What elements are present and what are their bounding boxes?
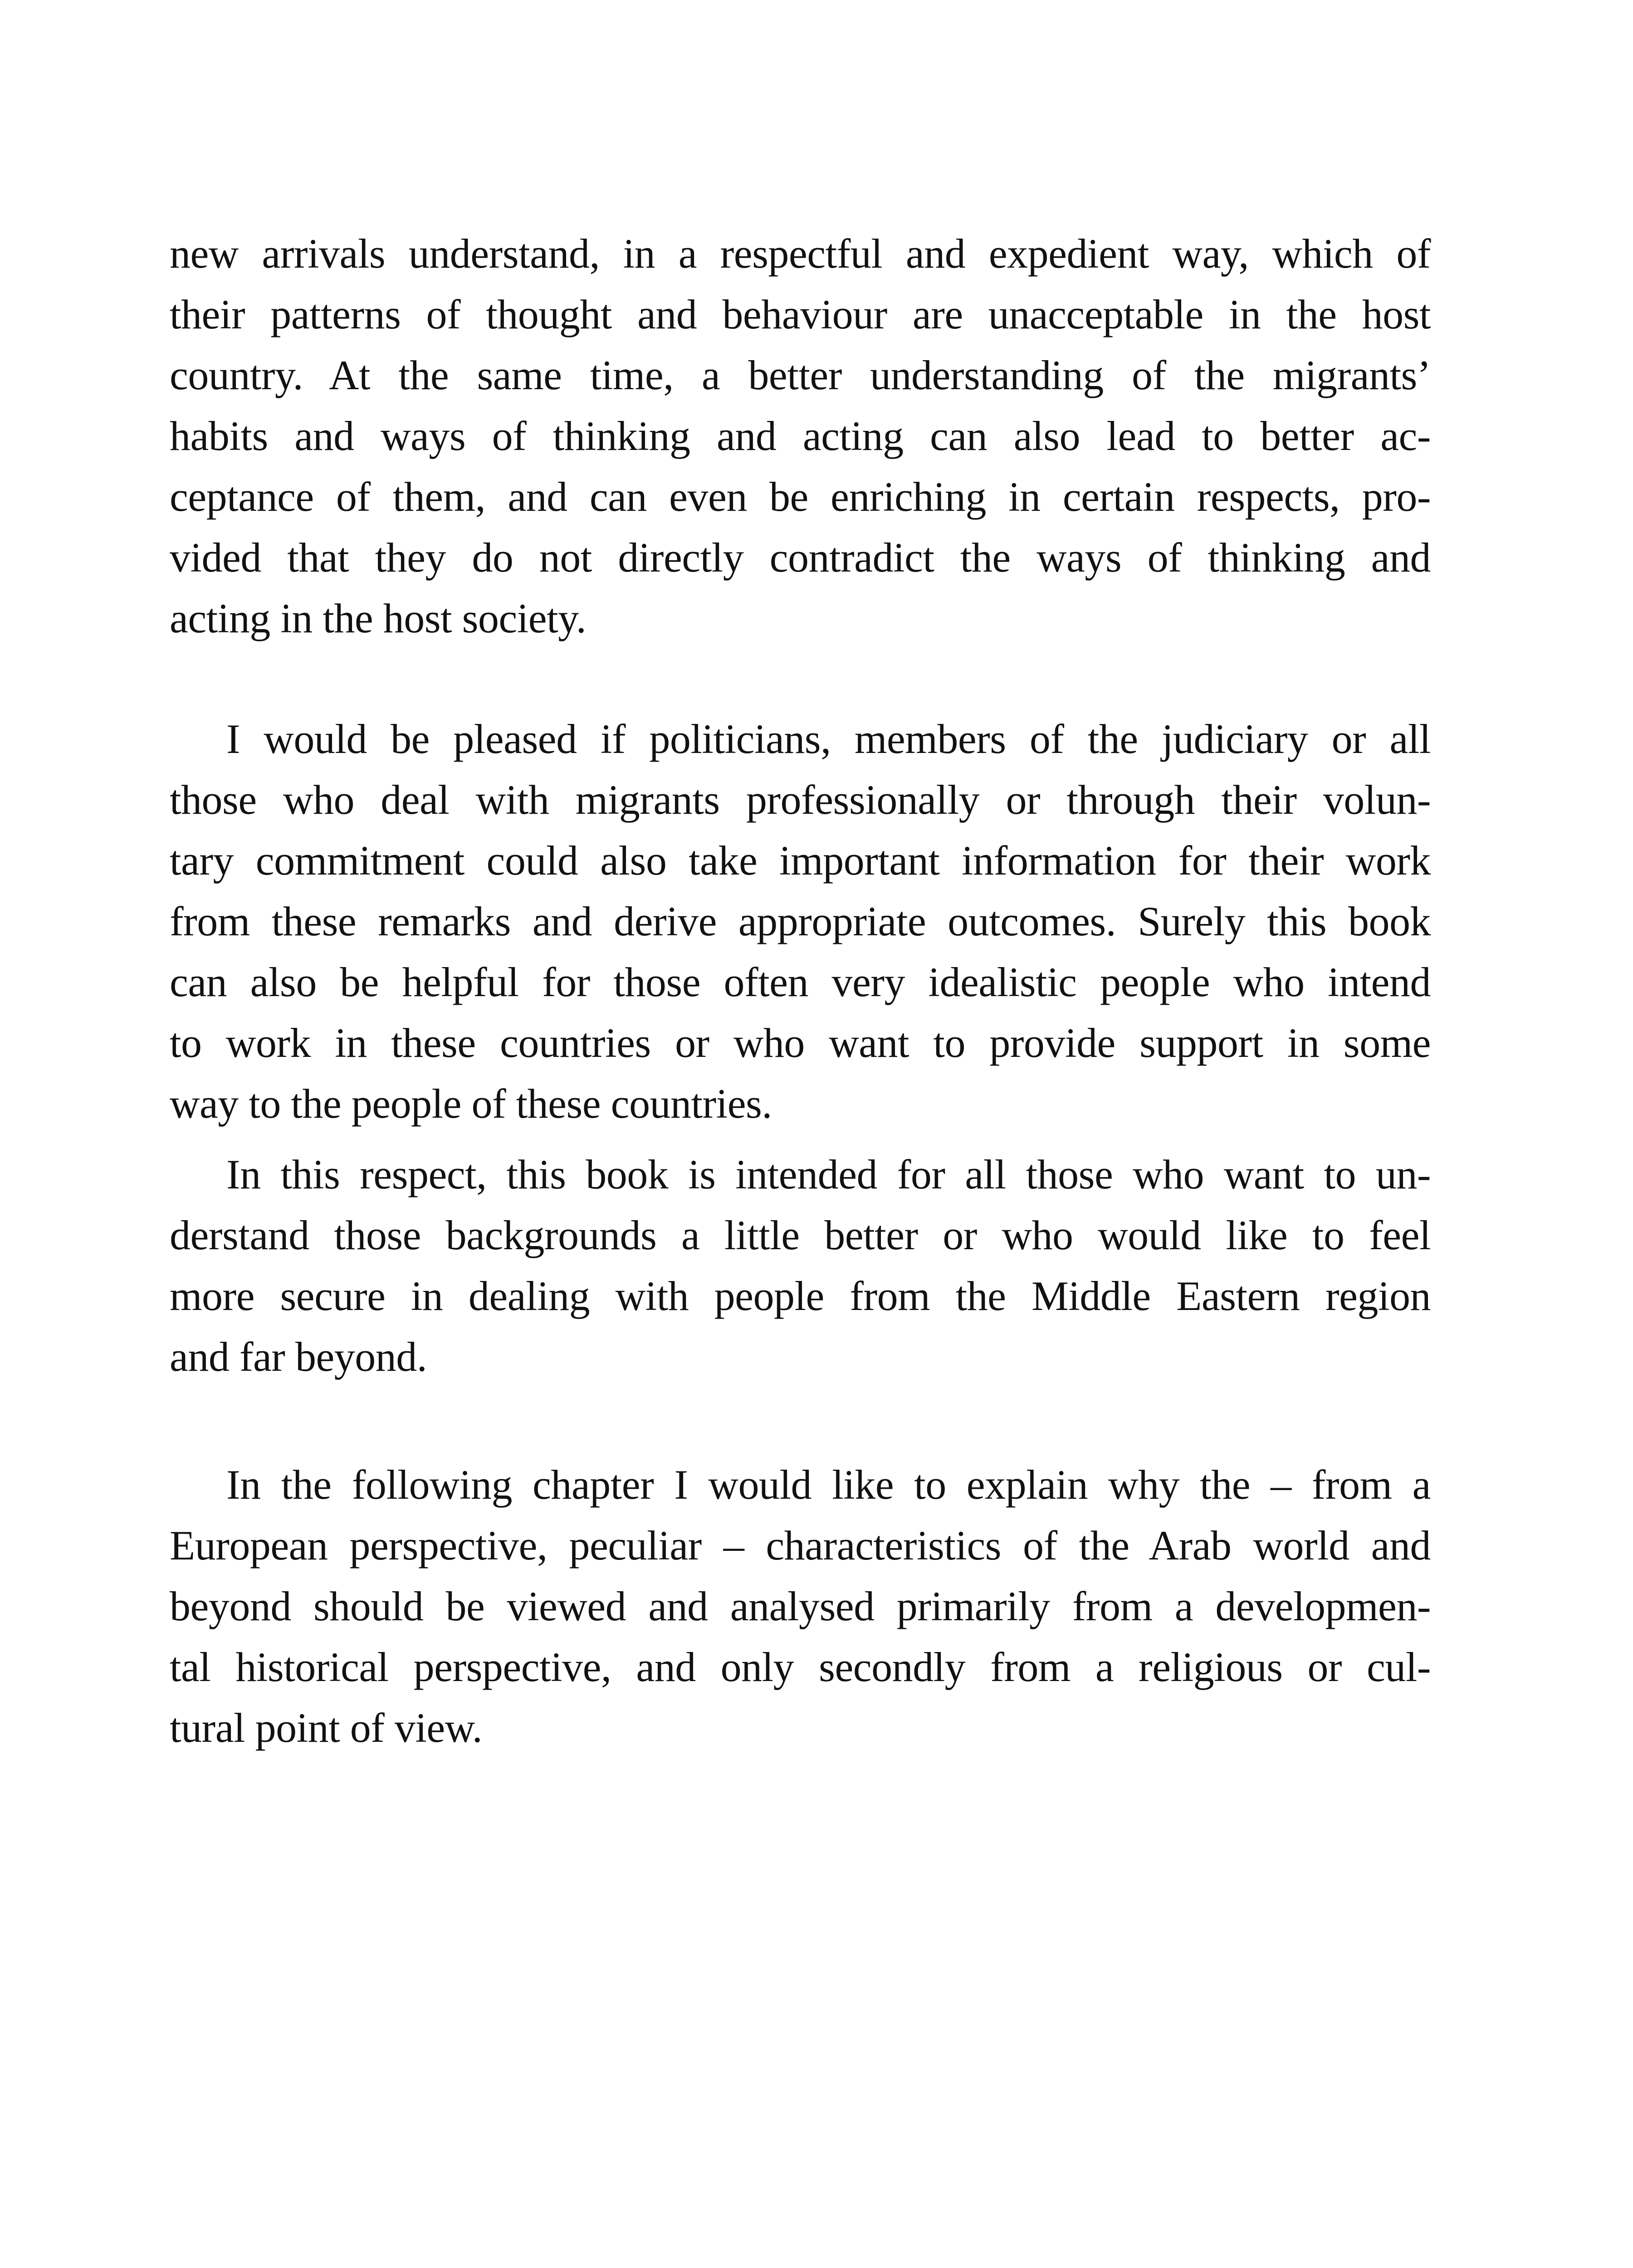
text-line: and far beyond.	[170, 1334, 427, 1380]
paragraph-3	[170, 1144, 1431, 1387]
text-line: beyond should be viewed and analysed primarily from a developmen-	[170, 1583, 1431, 1629]
text-line: those who deal with migrants professionally or through their volun-	[170, 777, 1431, 823]
paragraph-4	[170, 1454, 1431, 1758]
text-line: tal historical perspective, and only secondly from a religious or cul-	[170, 1644, 1431, 1690]
text-line: way to the people of these countries.	[170, 1080, 772, 1127]
text-line: In this respect, this book is intended for all those who want to un-	[226, 1151, 1431, 1198]
text-line: new arrivals understand, in a respectful and expedient way, which of	[170, 230, 1431, 277]
text-line: tural point of view.	[170, 1705, 483, 1751]
text-line: vided that they do not directly contradict the ways of thinking and	[170, 534, 1431, 581]
text-line: derstand those backgrounds a little better or who would like to feel	[170, 1212, 1431, 1258]
text-line: In the following chapter I would like to explain why the – from a	[226, 1461, 1431, 1508]
text-line: ceptance of them, and can even be enriching in certain respects, pro-	[170, 474, 1431, 520]
text-line: country. At the same time, a better understanding of the migrants’	[170, 352, 1431, 398]
text-line: European perspective, peculiar – characteristics of the Arab world and	[170, 1522, 1431, 1569]
paragraph-2	[170, 709, 1431, 1134]
text-line: to work in these countries or who want to provide support in some	[170, 1020, 1431, 1066]
text-line: I would be pleased if politicians, members of the judiciary or all	[226, 716, 1431, 762]
text-line: more secure in dealing with people from the Middle Eastern region	[170, 1273, 1431, 1319]
paragraph-1	[170, 223, 1431, 649]
text-line: from these remarks and derive appropriate outcomes. Surely this book	[170, 898, 1431, 944]
text-line: tary commitment could also take important information for their work	[170, 837, 1431, 884]
text-line: habits and ways of thinking and acting can also lead to better ac-	[170, 413, 1431, 459]
text-line: can also be helpful for those often very idealistic people who intend	[170, 959, 1431, 1005]
text-line: acting in the host society.	[170, 595, 587, 641]
text-line: their patterns of thought and behaviour are unacceptable in the host	[170, 291, 1431, 337]
